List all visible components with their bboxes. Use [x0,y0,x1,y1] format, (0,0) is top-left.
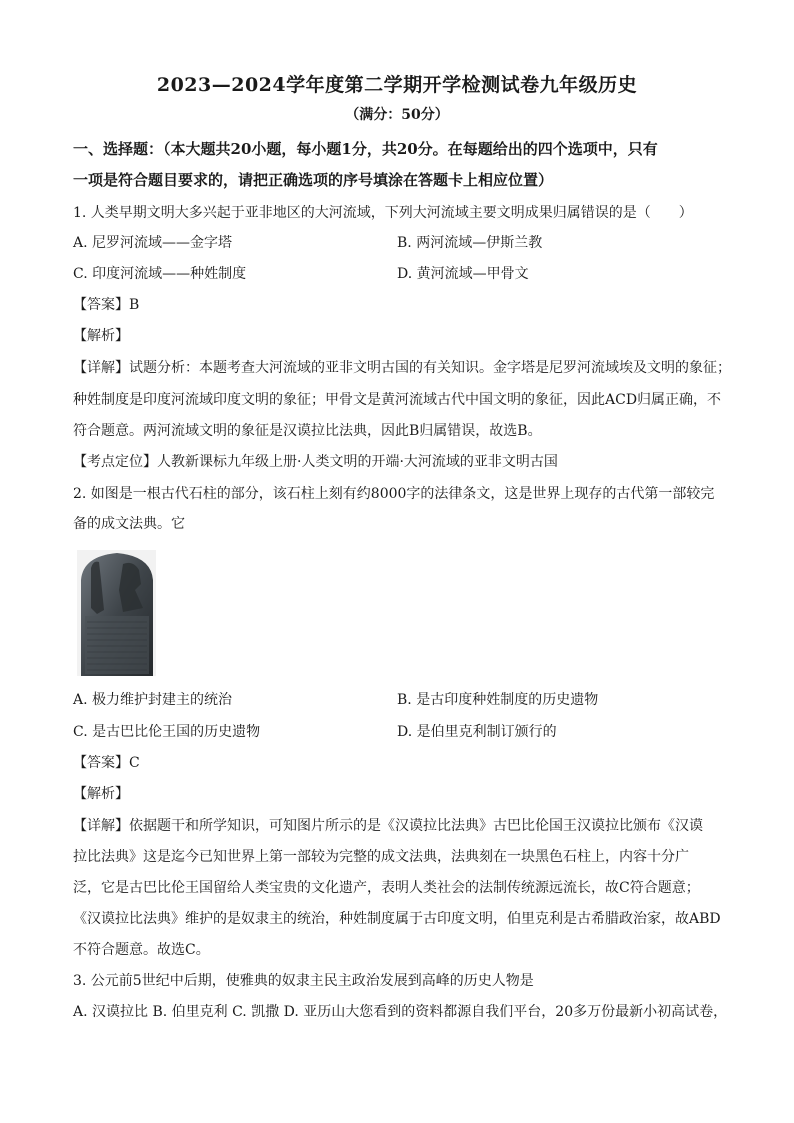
q2-option-a: A. 极力维护封建主的统治 [73,692,233,708]
section-heading-line-1: 一、选择题：（本大题共20小题，每小题1分，共20分。在每题给出的四个选项中，只有 [73,140,658,158]
q1-analysis-label: 【解析】 [73,328,129,344]
q1-detail-line-3: 符合题意。两河流域文明的象征是汉谟拉比法典，因此B归属错误，故选B。 [73,423,542,439]
score-note: （满分：50分） [345,107,449,123]
q2-detail-line-4: 《汉谟拉比法典》维护的是奴隶主的统治，种姓制度属于古印度文明，伯里克利是古希腊政治家，故ABD [73,911,721,927]
q3-options: A. 汉谟拉比 B. 伯里克利 C. 凯撒 D. 亚历山大您看到的资料都源自我们平台，20多万份最新小初高试卷， [73,1004,728,1020]
code-of-hammurabi-stele-image [77,550,156,676]
q2-stem-line-1: 2. 如图是一根古代石柱的部分，该石柱上刻有约8000字的法律条文，这是世界上现存的古代第一部较完 [73,486,715,502]
q2-detail-line-3: 泛，它是古巴比伦王国留给人类宝贵的文化遗产，表明人类社会的法制传统源远流长，故C符合题意； [73,880,700,896]
q2-analysis-label: 【解析】 [73,786,129,802]
q1-option-d: D. 黄河流域—甲骨文 [397,266,529,282]
q2-option-c: C. 是古巴比伦王国的历史遗物 [73,724,261,740]
q2-option-d: D. 是伯里克利制订颁行的 [397,724,557,740]
page-title: 2023—2024学年度第二学期开学检测试卷九年级历史 [156,74,638,96]
q2-detail-line-5: 不符合题意。故选C。 [73,942,210,958]
q2-stem-line-2: 备的成文法典。它 [73,516,185,532]
q1-option-c: C. 印度河流域——种姓制度 [73,266,247,282]
q3-stem: 3. 公元前5世纪中后期，使雅典的奴隶主民主政治发展到高峰的历史人物是 [73,973,534,989]
q1-stem: 1. 人类早期文明大多兴起于亚非地区的大河流域，下列大河流域主要文明成果归属错误的是（ ） [73,205,693,221]
q2-detail-line-1: 【详解】依据题干和所学知识，可知图片所示的是《汉谟拉比法典》古巴比伦国王汉谟拉比颁布《汉谟 [73,818,703,834]
section-heading-line-2: 一项是符合题目要求的，请把正确选项的序号填涂在答题卡上相应位置） [73,171,554,189]
q1-knowledge-point: 【考点定位】人教新课标九年级上册·人类文明的开端·大河流域的亚非文明古国 [73,454,558,470]
q1-detail-line-1: 【详解】试题分析：本题考查大河流域的亚非文明古国的有关知识。金字塔是尼罗河流域埃及文明的象征； [73,360,731,376]
q1-answer: 【答案】B [73,297,140,313]
q2-answer: 【答案】C [73,755,140,771]
q2-option-b: B. 是古印度种姓制度的历史遗物 [397,692,599,708]
q2-detail-line-2: 拉比法典》这是迄今已知世界上第一部较为完整的成文法典，法典刻在一块黑色石柱上，内容十分广 [73,849,689,865]
q1-detail-line-2: 种姓制度是印度河流域印度文明的象征；甲骨文是黄河流域古代中国文明的象征，因此ACD归属正确，不 [73,392,722,408]
q1-option-b: B. 两河流域—伊斯兰教 [397,235,543,251]
q1-option-a: A. 尼罗河流域——金字塔 [73,235,233,251]
